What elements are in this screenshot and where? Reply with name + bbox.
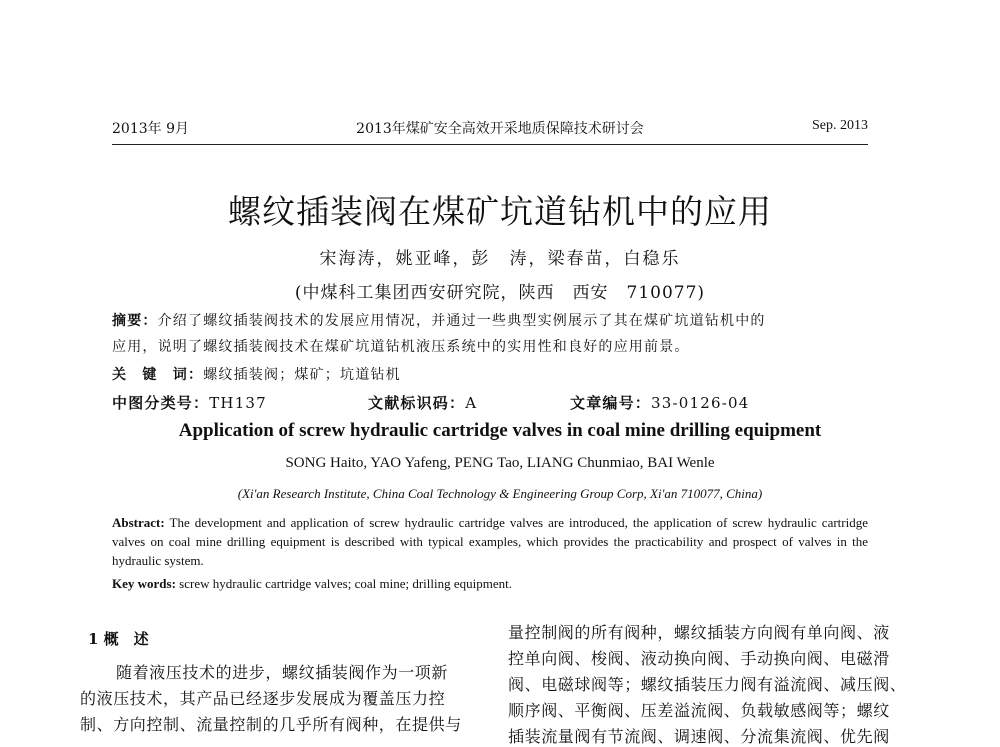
english-abstract-label: Abstract: — [112, 515, 165, 530]
clc-value: TH137 — [209, 394, 267, 412]
keywords-cn — [112, 364, 401, 384]
header-date-en: Sep. 2013 — [812, 118, 868, 133]
english-affiliation: (Xi'an Research Institute, China Coal Technology & Engineering Group Corp, Xi'an 710077, China) — [237, 486, 763, 501]
keywords-cn-label: 关 键 词： — [112, 367, 204, 383]
clc-label: 中图分类号： — [112, 394, 210, 412]
abstract-cn-line-1 — [112, 310, 766, 330]
header-rule — [112, 144, 868, 145]
clc-number — [112, 392, 267, 413]
english-keywords-label: Key words: — [112, 576, 176, 591]
right-col-line-2: 控单向阀、梭阀、液动换向阀、手动换向阀、电磁滑 — [508, 649, 890, 668]
header-conference: 2013年煤矿安全高效开采地质保障技术研讨会 — [356, 121, 644, 137]
left-col-line-3: 制、方向控制、流量控制的几乎所有阀种，在提供与 — [80, 715, 462, 734]
english-title: Application of screw hydraulic cartridge valves in coal mine drilling equipment — [178, 420, 822, 441]
affiliation: (中煤科工集团西安研究院，陕西 西安 710077) — [294, 283, 706, 303]
english-keywords — [112, 576, 512, 592]
article-label: 文章编号： — [570, 394, 652, 412]
english-keywords-text: screw hydraulic cartridge valves; coal mine; drilling equipment. — [179, 576, 513, 591]
section-heading: 1 概 述 — [88, 630, 149, 648]
english-authors: SONG Haito, YAO Yafeng, PENG Tao, LIANG Chunmiao, BAI Wenle — [285, 455, 715, 471]
header-date-cn: 2013年 9月 — [112, 121, 189, 137]
author-list: 宋海涛，姚亚峰，彭 涛，梁春苗，白稳乐 — [319, 249, 681, 269]
article-number — [570, 392, 750, 413]
right-col-line-1: 量控制阀的所有阀种，螺纹插装方向阀有单向阀、液 — [508, 623, 890, 642]
abstract-cn-line-2: 应用，说明了螺纹插装阀技术在煤矿坑道钻机液压系统中的实用性和良好的应用前景。 — [112, 339, 690, 355]
doc-label: 文献标识码： — [368, 394, 466, 412]
right-col-line-3: 阀、电磁球阀等；螺纹插装压力阀有溢流阀、减压阀、 — [508, 675, 907, 694]
left-col-line-1: 随着液压技术的进步，螺纹插装阀作为一项新 — [116, 663, 449, 682]
english-abstract — [112, 513, 868, 570]
right-col-line-4: 顺序阀、平衡阀、压差溢流阀、负载敏感阀等；螺纹 — [508, 701, 890, 720]
doc-value: A — [465, 394, 478, 412]
left-col-line-2: 的液压技术，其产品已经逐步发展成为覆盖压力控 — [80, 689, 446, 708]
abstract-cn-text-1: 介绍了螺纹插装阀技术的发展应用情况，并通过一些典型实例展示了其在煤矿坑道钻机中的 — [157, 313, 766, 329]
paper-title: 螺纹插装阀在煤矿坑道钻机中的应用 — [228, 192, 772, 231]
right-col-line-5: 插装流量阀有节流阀、调速阀、分流集流阀、优先阀 — [508, 727, 890, 746]
keywords-cn-text: 螺纹插装阀；煤矿；坑道钻机 — [203, 367, 401, 383]
english-abstract-text: The development and application of screw hydraulic cartridge valves are introduced, the application of screw hydraulic cartridge valves on coal mine drilling equipment is described with typical examples, which provides the practicability and prospect of valves in the hydraulic system. — [112, 515, 868, 568]
doc-code — [368, 392, 477, 413]
abstract-cn-label: 摘要： — [112, 313, 158, 329]
article-value: 33-0126-04 — [651, 394, 750, 412]
